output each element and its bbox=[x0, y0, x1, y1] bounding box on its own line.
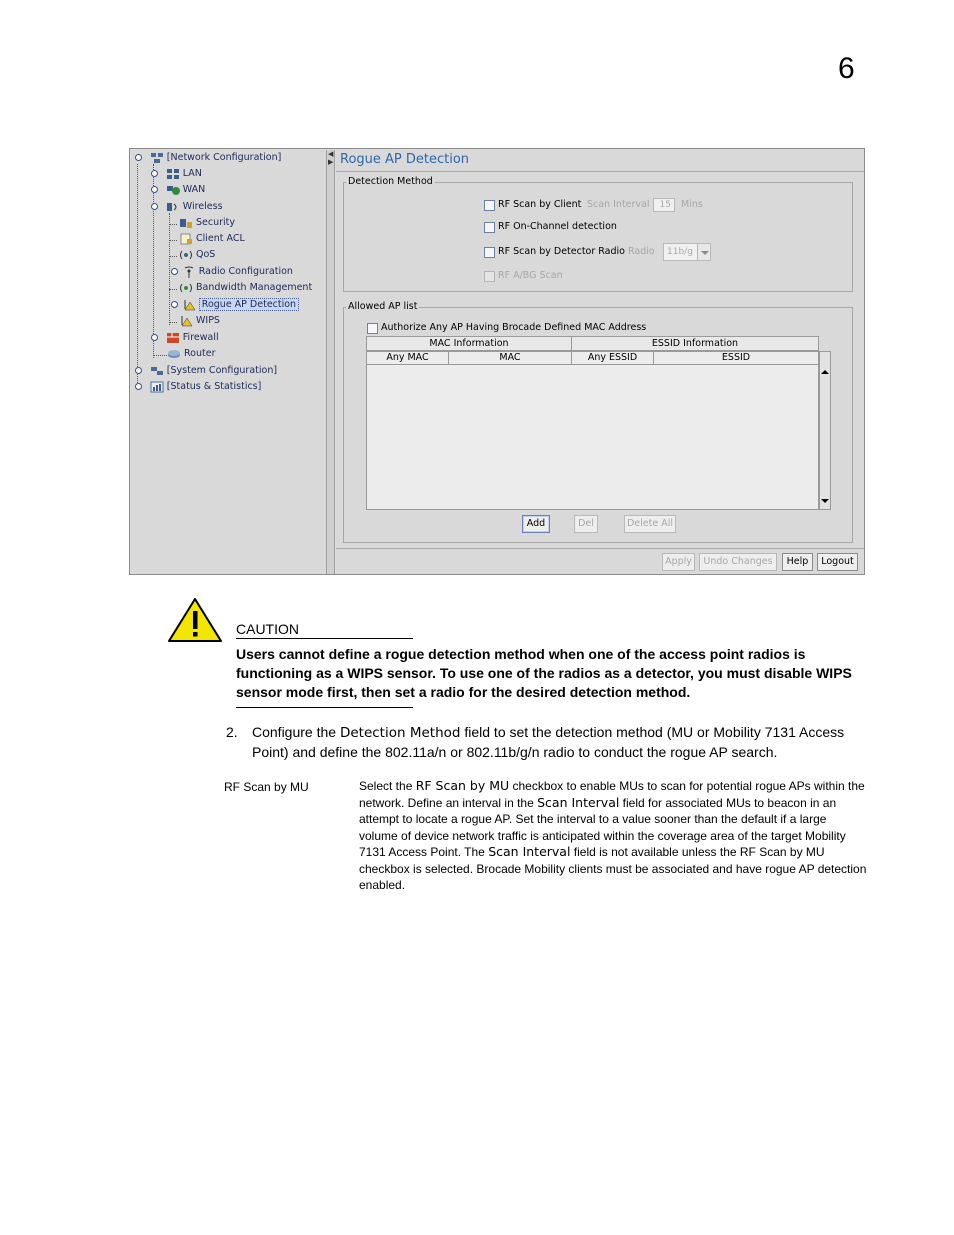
collapse-left-icon[interactable]: ◀ bbox=[328, 151, 334, 158]
definition-description bbox=[359, 778, 867, 894]
title-divider bbox=[336, 171, 864, 172]
mac-information-header: MAC Information bbox=[366, 336, 572, 351]
caution-title: CAUTION bbox=[236, 621, 299, 637]
panel-title: Rogue AP Detection bbox=[340, 152, 470, 167]
rf-scan-detector-label: RF Scan by Detector Radio bbox=[498, 246, 625, 257]
step-number: 2. bbox=[226, 724, 238, 740]
wan-icon bbox=[166, 184, 180, 196]
bandwidth-icon bbox=[179, 282, 193, 294]
radio-config-icon bbox=[182, 266, 196, 278]
step-text-pre: Configure the bbox=[252, 724, 340, 740]
tree-item-network-config[interactable]: [Network Configuration] bbox=[135, 151, 281, 165]
tree-item-firewall[interactable]: Firewall bbox=[151, 331, 219, 345]
def-field-3: Scan Interval bbox=[488, 844, 571, 859]
tree-item-bandwidth[interactable]: Bandwidth Management bbox=[179, 281, 312, 295]
chapter-number: 6 bbox=[838, 52, 855, 85]
def-text-2: checkbox to enable MUs to scan for potential rogue APs within the network. Define an interval in the bbox=[359, 779, 865, 810]
logout-button[interactable]: Logout bbox=[817, 553, 858, 571]
expand-right-icon[interactable]: ▶ bbox=[328, 159, 334, 166]
tree-item-lan[interactable]: LAN bbox=[151, 167, 202, 181]
tree-item-wireless[interactable]: Wireless bbox=[151, 200, 223, 214]
caution-rule-bottom bbox=[236, 707, 413, 708]
delete-all-button[interactable]: Delete All bbox=[624, 515, 676, 533]
caution-rule-top bbox=[236, 638, 413, 639]
essid-information-header: ESSID Information bbox=[571, 336, 819, 351]
status-stats-icon bbox=[150, 381, 164, 393]
col-any-essid[interactable]: Any ESSID bbox=[571, 351, 654, 365]
tree-item-qos[interactable]: QoS bbox=[179, 248, 215, 262]
firewall-icon bbox=[166, 332, 180, 344]
network-config-icon bbox=[150, 152, 164, 164]
rogue-ap-panel bbox=[336, 150, 864, 574]
allowed-ap-legend: Allowed AP list bbox=[348, 301, 418, 312]
step-field-name: Detection Method bbox=[339, 725, 461, 741]
def-text-1: Select the bbox=[359, 779, 416, 793]
tree-item-status-stats[interactable]: [Status & Statistics] bbox=[135, 380, 261, 394]
caution-text: Users cannot define a rogue detection method when one of the access point radios is functioning as a WIPS sensor. To use one of the radios as a detector, you must disable WIPS sensor mode first, then set a radio for the desired detection method. bbox=[236, 646, 852, 700]
security-icon bbox=[179, 217, 193, 229]
router-icon bbox=[167, 348, 181, 360]
rf-scan-client-checkbox[interactable] bbox=[484, 200, 495, 211]
system-config-icon bbox=[150, 365, 164, 377]
rf-abg-scan-label: RF A/BG Scan bbox=[498, 270, 563, 281]
wireless-icon bbox=[166, 201, 180, 213]
col-any-mac[interactable]: Any MAC bbox=[366, 351, 449, 365]
client-acl-icon bbox=[179, 233, 193, 245]
radio-dropdown-arrow[interactable] bbox=[697, 243, 711, 261]
tree-item-router[interactable]: Router bbox=[167, 347, 215, 361]
lan-icon bbox=[166, 168, 180, 180]
allowed-ap-table[interactable] bbox=[366, 364, 819, 510]
tree-item-security[interactable]: Security bbox=[179, 216, 235, 230]
nav-tree bbox=[131, 150, 327, 574]
qos-icon bbox=[179, 249, 193, 261]
help-button[interactable]: Help bbox=[782, 553, 813, 571]
tree-item-wips[interactable]: WIPS bbox=[179, 314, 220, 328]
tree-item-rogue-ap[interactable]: Rogue AP Detection bbox=[171, 298, 299, 312]
col-mac[interactable]: MAC bbox=[448, 351, 572, 365]
rf-on-channel-checkbox[interactable] bbox=[484, 222, 495, 233]
rf-abg-scan-checkbox[interactable] bbox=[484, 271, 495, 282]
def-text-3: field for associated MUs to beacon in an attempt to locate a rogue AP. Set the interval to a value sooner than the default if a large volume of device network traffic is anticipated within the coverage area of the target Mobility 7131 Access Point. The bbox=[359, 795, 846, 859]
tree-item-radio-config[interactable]: Radio Configuration bbox=[171, 265, 293, 279]
scan-interval-input[interactable]: 15 bbox=[653, 198, 675, 212]
detection-method-legend: Detection Method bbox=[348, 176, 433, 187]
apply-button[interactable]: Apply bbox=[662, 553, 695, 571]
tree-item-client-acl[interactable]: Client ACL bbox=[179, 232, 245, 246]
radio-label: Radio bbox=[628, 246, 655, 257]
add-button[interactable]: Add bbox=[522, 515, 550, 533]
rf-scan-detector-checkbox[interactable] bbox=[484, 247, 495, 258]
rf-on-channel-label: RF On-Channel detection bbox=[498, 221, 617, 232]
undo-changes-button[interactable]: Undo Changes bbox=[699, 553, 777, 571]
authorize-brocade-checkbox[interactable] bbox=[367, 323, 378, 334]
step-text-post: field to set the detection method (MU or Mobility 7131 Access Point) and define the 802.11a/n or 802.11b/g/n radio to conduct the rogue AP search. bbox=[252, 724, 845, 760]
caution-warning-icon bbox=[167, 597, 223, 643]
col-essid[interactable]: ESSID bbox=[653, 351, 819, 365]
pane-splitter[interactable] bbox=[327, 150, 335, 574]
tree-item-wan[interactable]: WAN bbox=[151, 183, 205, 197]
scan-interval-unit: Mins bbox=[681, 199, 703, 210]
scroll-up-icon[interactable] bbox=[820, 366, 830, 378]
table-scrollbar[interactable] bbox=[819, 351, 831, 510]
scroll-down-icon[interactable] bbox=[820, 495, 830, 507]
def-text-4: field is not available unless the RF Scan by MU checkbox is selected. Brocade Mobility clients must be associated and have rogue AP detection enabled. bbox=[359, 845, 867, 892]
definition-term: RF Scan by MU bbox=[224, 780, 309, 794]
wips-icon bbox=[179, 315, 193, 327]
rogue-ap-icon bbox=[182, 299, 196, 311]
footer-divider bbox=[336, 548, 864, 549]
scan-interval-label: Scan Interval bbox=[587, 199, 650, 210]
app-screenshot bbox=[129, 148, 865, 575]
radio-select[interactable]: 11b/g bbox=[663, 243, 699, 261]
authorize-brocade-label: Authorize Any AP Having Brocade Defined MAC Address bbox=[381, 322, 647, 333]
rf-scan-client-label: RF Scan by Client bbox=[498, 199, 582, 210]
tree-item-system-config[interactable]: [System Configuration] bbox=[135, 364, 277, 378]
def-field-2: Scan Interval bbox=[537, 794, 620, 810]
def-field-1: RF Scan by MU bbox=[415, 778, 510, 793]
step-text bbox=[252, 723, 872, 762]
del-button[interactable]: Del bbox=[574, 515, 598, 533]
